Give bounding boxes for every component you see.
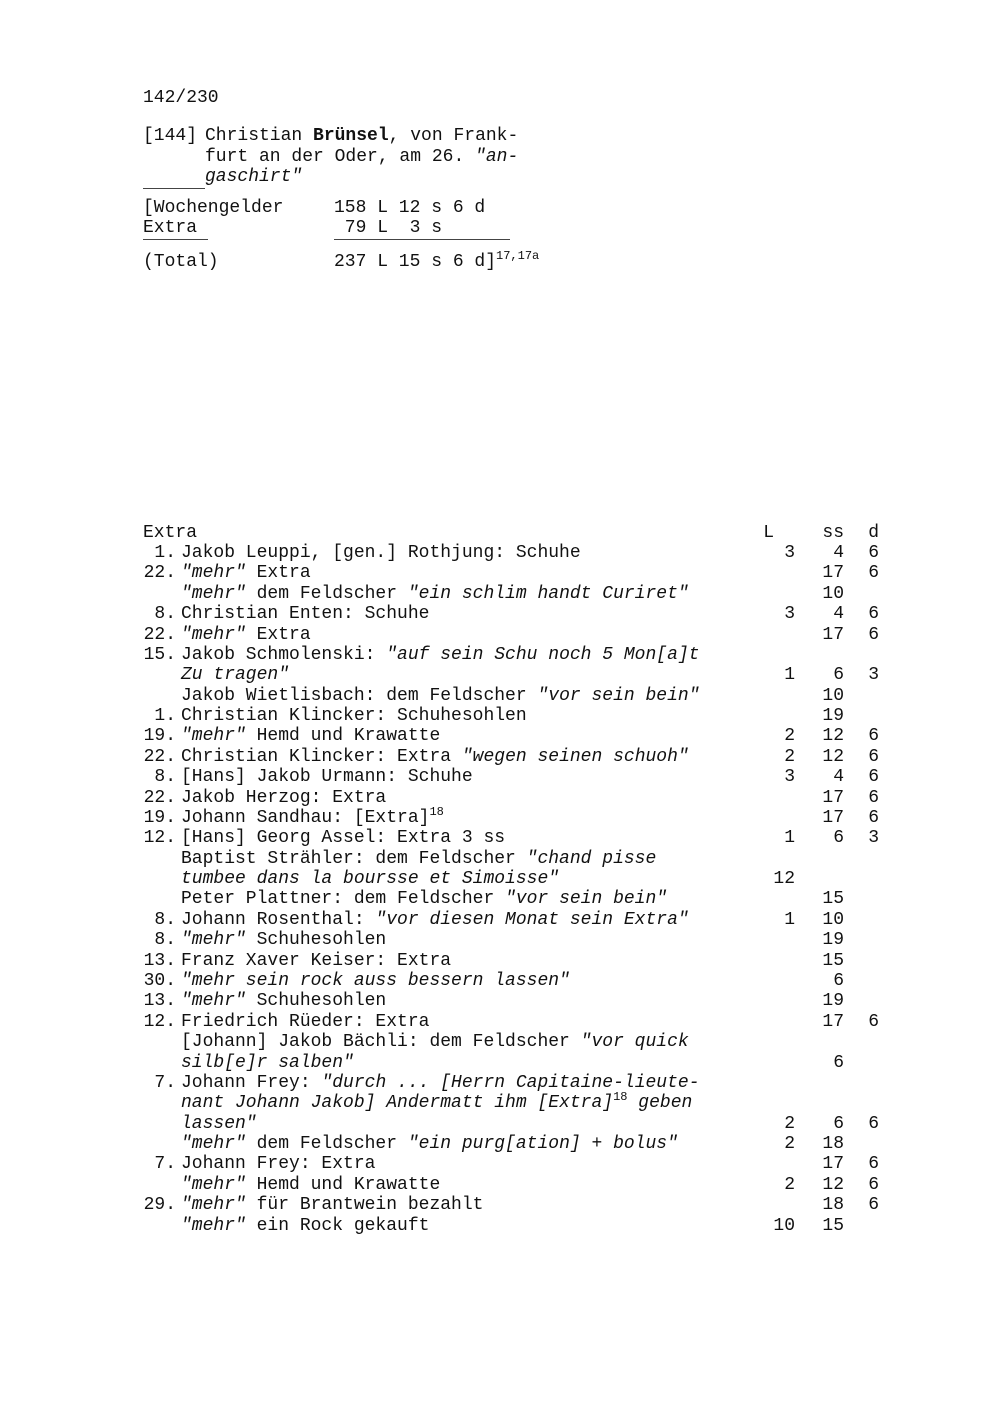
row-text-plain: [Johann] Jakob Bächli: dem Feldscher — [181, 1032, 581, 1053]
row-amount-L: 1 — [784, 909, 795, 930]
extra-value: 79 L 3 s — [334, 218, 443, 238]
row-amount-ss: 10 — [822, 583, 844, 604]
col-header-L: L — [763, 523, 774, 543]
total-amount: 237 L 15 s 6 d] — [334, 252, 497, 272]
row-amount-L: 3 — [784, 604, 795, 625]
row-description — [181, 767, 473, 787]
row-text-plain: Baptist Strähler: dem Feldscher — [181, 848, 527, 869]
table-row — [0, 971, 1000, 991]
extra-label: Extra — [143, 218, 198, 238]
col-header-d: d — [868, 523, 879, 543]
row-text-plain: Schuhesohlen — [245, 991, 387, 1012]
row-amount-L: 2 — [784, 1174, 795, 1195]
row-amount-L: 2 — [784, 746, 795, 767]
table-row — [0, 604, 1000, 624]
row-text-plain: [Hans] Jakob Urmann: Schuhe — [181, 767, 473, 788]
row-text-it: Zu tragen" — [181, 665, 290, 686]
row-description — [181, 1175, 440, 1195]
row-amount-d: 6 — [868, 1174, 879, 1195]
row-day: 7. — [154, 1072, 176, 1093]
row-day: 15. — [143, 644, 176, 665]
table-row — [0, 889, 1000, 909]
row-description — [181, 930, 386, 950]
row-text-plain: Jakob Herzog: Extra — [181, 787, 387, 808]
sum-underline — [334, 239, 510, 240]
row-text-it: "mehr" — [181, 1134, 246, 1155]
row-text-plain: Extra — [245, 563, 311, 584]
row-text-plain: Extra — [245, 624, 311, 645]
row-day: 12. — [143, 828, 176, 849]
row-text-it: "mehr" — [181, 624, 246, 645]
row-description — [181, 889, 667, 909]
row-amount-ss: 17 — [822, 1011, 844, 1032]
row-text-it: "mehr" — [181, 930, 246, 951]
row-amount-L: 3 — [784, 767, 795, 788]
wochengelder-label: [Wochengelder — [143, 198, 284, 218]
table-row — [0, 1216, 1000, 1236]
row-description — [181, 1216, 429, 1236]
row-text-it2: "durch ... [Herrn Capitaine-lieute- — [321, 1072, 700, 1093]
entry-line3-italic: gaschirt" — [205, 167, 303, 187]
row-description — [181, 971, 570, 991]
row-text-plain: Jakob Leuppi, [gen.] Rothjung: Schuhe — [181, 543, 581, 563]
row-amount-ss: 15 — [822, 889, 844, 910]
row-description — [181, 910, 689, 930]
table-row — [0, 706, 1000, 726]
table-row — [0, 1090, 1000, 1114]
table-row — [0, 1195, 1000, 1215]
table-row — [0, 788, 1000, 808]
row-description — [181, 625, 311, 645]
row-text-it: "mehr" — [181, 726, 246, 747]
row-amount-ss: 17 — [822, 624, 844, 645]
row-day: 7. — [154, 1154, 176, 1175]
row-amount-ss: 10 — [822, 909, 844, 930]
table-row — [0, 584, 1000, 604]
row-amount-d: 6 — [868, 563, 879, 584]
total-label: (Total) — [143, 252, 219, 272]
table-row — [0, 1012, 1000, 1032]
row-text-it: silb[e]r salben" — [181, 1052, 354, 1073]
row-amount-ss: 18 — [822, 1195, 844, 1216]
row-day: 19. — [143, 726, 176, 747]
row-day: 29. — [143, 1195, 176, 1216]
row-amount-d: 6 — [868, 767, 879, 788]
row-day: 22. — [143, 624, 176, 645]
row-text-it: nant Johann Jakob] Andermatt ihm [Extra] — [181, 1093, 614, 1114]
row-day: 8. — [154, 767, 176, 788]
row-text-it2: "chand pisse — [526, 848, 657, 869]
table-row — [0, 828, 1000, 848]
row-amount-L: 2 — [784, 1134, 795, 1155]
row-amount-ss: 19 — [822, 991, 844, 1012]
row-amount-ss: 12 — [822, 1174, 844, 1195]
row-description — [181, 788, 386, 808]
row-amount-ss: 6 — [833, 665, 844, 686]
table-row — [0, 1073, 1000, 1093]
row-description — [181, 543, 581, 563]
row-amount-ss: 18 — [822, 1134, 844, 1155]
total-footnote: 17,17a — [496, 249, 540, 263]
row-description — [181, 1134, 678, 1154]
row-day: 8. — [154, 930, 176, 951]
table-row — [0, 726, 1000, 746]
table-row — [0, 869, 1000, 889]
row-day: 22. — [143, 746, 176, 767]
row-amount-L: 2 — [784, 1113, 795, 1134]
entry-ref: [144] — [143, 126, 198, 146]
row-text-it3: geben — [627, 1093, 693, 1114]
table-row — [0, 747, 1000, 767]
row-description — [181, 604, 429, 624]
row-text-plain: Johann Sandhau: [Extra] — [181, 807, 430, 828]
row-text-plain: Schuhesohlen — [245, 930, 387, 951]
row-text-it2: "vor quick — [580, 1032, 689, 1053]
row-text-it2: "vor diesen Monat sein Extra" — [375, 909, 689, 930]
row-description — [181, 645, 700, 665]
row-day: 22. — [143, 787, 176, 808]
row-description — [181, 1090, 693, 1114]
row-amount-L: 10 — [773, 1215, 795, 1236]
row-text-plain: dem Feldscher — [245, 1134, 408, 1155]
row-text-it2: "auf sein Schu noch 5 Mon[a]t — [386, 644, 700, 665]
row-text-plain: Hemd und Krawatte — [245, 1174, 441, 1195]
row-amount-ss: 4 — [833, 604, 844, 625]
row-day: 13. — [143, 950, 176, 971]
row-text-it2: "vor sein bein" — [537, 685, 700, 706]
table-row — [0, 1154, 1000, 1174]
row-description — [181, 828, 505, 848]
row-amount-ss: 12 — [822, 726, 844, 747]
table-row — [0, 563, 1000, 583]
total-value — [334, 249, 540, 272]
row-day: 1. — [154, 706, 176, 727]
row-amount-ss: 6 — [833, 828, 844, 849]
row-amount-d: 6 — [868, 1113, 879, 1134]
row-amount-d: 6 — [868, 726, 879, 747]
row-text-plain: Hemd und Krawatte — [245, 726, 441, 747]
row-text-it2: "wegen seinen schuoh" — [461, 746, 689, 767]
row-text-plain: Christian Klincker: Extra — [181, 746, 462, 767]
row-amount-ss: 15 — [822, 950, 844, 971]
row-amount-ss: 12 — [822, 746, 844, 767]
row-amount-ss: 17 — [822, 787, 844, 808]
row-description — [181, 706, 527, 726]
table-row — [0, 910, 1000, 930]
row-text-it: "mehr" — [181, 1195, 246, 1216]
entry-underline — [143, 188, 205, 189]
table-row — [0, 1032, 1000, 1052]
row-amount-ss: 17 — [822, 807, 844, 828]
table-row — [0, 543, 1000, 563]
row-amount-ss: 17 — [822, 1154, 844, 1175]
row-text-plain: Johann Frey: Extra — [181, 1154, 376, 1175]
row-amount-ss: 6 — [833, 1113, 844, 1134]
row-amount-d: 6 — [868, 1154, 879, 1175]
row-amount-d: 6 — [868, 787, 879, 808]
row-text-it: "mehr" — [181, 583, 246, 604]
row-amount-ss: 6 — [833, 1052, 844, 1073]
row-text-it: "mehr" — [181, 563, 246, 584]
row-description — [181, 726, 440, 746]
extra-table-title: Extra — [143, 523, 198, 543]
extra-label-underline — [143, 239, 208, 240]
row-text-it: "mehr" — [181, 1215, 246, 1236]
entry-line1-rest: , von Frank- — [388, 126, 519, 146]
row-amount-d: 6 — [868, 746, 879, 767]
row-amount-ss: 19 — [822, 706, 844, 727]
row-text-plain: Christian Klincker: Schuhesohlen — [181, 706, 527, 727]
table-row — [0, 930, 1000, 950]
row-text-plain: für Brantwein bezahlt — [245, 1195, 484, 1216]
row-text-it: tumbee dans la boursse et Simoisse" — [181, 869, 560, 890]
row-day: 1. — [154, 543, 176, 563]
table-row — [0, 645, 1000, 665]
table-row — [0, 767, 1000, 787]
row-text-plain: Franz Xaver Keiser: Extra — [181, 950, 452, 971]
row-description — [181, 991, 386, 1011]
entry-line2-italic: "an- — [475, 147, 519, 167]
row-amount-d: 6 — [868, 543, 879, 563]
row-amount-d: 6 — [868, 1195, 879, 1216]
row-amount-ss: 10 — [822, 685, 844, 706]
row-text-it: lassen" — [181, 1113, 257, 1134]
row-amount-d: 6 — [868, 807, 879, 828]
table-row — [0, 849, 1000, 869]
row-amount-d: 6 — [868, 624, 879, 645]
row-day: 8. — [154, 604, 176, 625]
row-text-plain: [Hans] Georg Assel: Extra 3 ss — [181, 828, 506, 849]
row-description — [181, 584, 689, 604]
row-amount-ss: 15 — [822, 1215, 844, 1236]
table-row — [0, 1053, 1000, 1073]
row-description — [181, 951, 451, 971]
table-row — [0, 804, 1000, 828]
row-amount-L: 3 — [784, 543, 795, 563]
row-text-it: "mehr" — [181, 1174, 246, 1195]
table-row — [0, 1114, 1000, 1134]
entry-line-1 — [205, 126, 518, 146]
row-text-it2: "vor sein bein" — [505, 889, 668, 910]
entry-line-2 — [205, 147, 518, 167]
row-amount-d: 3 — [868, 828, 879, 849]
table-row — [0, 665, 1000, 685]
row-day: 22. — [143, 563, 176, 584]
row-description — [181, 1012, 429, 1032]
row-day: 30. — [143, 970, 176, 991]
table-row — [0, 991, 1000, 1011]
col-header-ss: ss — [822, 523, 844, 543]
row-text-plain: dem Feldscher — [245, 583, 408, 604]
row-amount-L: 2 — [784, 726, 795, 747]
entry-line-3 — [205, 167, 302, 187]
row-text-plain: Johann Frey: — [181, 1072, 322, 1093]
row-text-plain: Christian Enten: Schuhe — [181, 604, 430, 625]
row-text-sup: 18 — [429, 804, 444, 819]
row-amount-d: 6 — [868, 604, 879, 625]
row-description — [181, 686, 700, 706]
row-description — [181, 804, 444, 828]
row-text-plain: Friedrich Rüeder: Extra — [181, 1011, 430, 1032]
row-description — [181, 1114, 257, 1134]
table-row — [0, 1175, 1000, 1195]
entry-name-prefix: Christian — [205, 126, 314, 146]
row-description — [181, 1032, 689, 1052]
row-text-plain: Johann Rosenthal: — [181, 909, 376, 930]
row-description — [181, 665, 289, 685]
row-text-it: "mehr sein rock auss bessern lassen" — [181, 970, 570, 991]
row-amount-L: 1 — [784, 828, 795, 849]
row-amount-ss: 17 — [822, 563, 844, 584]
row-day: 8. — [154, 909, 176, 930]
row-amount-ss: 19 — [822, 930, 844, 951]
row-amount-L: 12 — [773, 869, 795, 890]
row-text-it2: "ein schlim handt Curiret" — [407, 583, 689, 604]
row-day: 19. — [143, 807, 176, 828]
page-number: 142/230 — [143, 88, 219, 108]
row-text-it2: "ein purg[ation] + bolus" — [407, 1134, 678, 1155]
row-text-plain: Jakob Wietlisbach: dem Feldscher — [181, 685, 538, 706]
table-row — [0, 1134, 1000, 1154]
table-row — [0, 951, 1000, 971]
row-text-plain: Peter Plattner: dem Feldscher — [181, 889, 506, 910]
row-description — [181, 563, 311, 583]
entry-name-bold: Brünsel — [313, 126, 389, 146]
row-day: 12. — [143, 1011, 176, 1032]
wochengelder-value: 158 L 12 s 6 d — [334, 198, 486, 218]
row-text-plain: ein Rock gekauft — [245, 1215, 430, 1236]
table-row — [0, 686, 1000, 706]
row-description — [181, 849, 656, 869]
row-description — [181, 1154, 375, 1174]
row-day: 13. — [143, 991, 176, 1012]
row-description — [181, 747, 689, 767]
row-text-sup: 18 — [613, 1090, 628, 1105]
row-amount-d: 6 — [868, 1011, 879, 1032]
entry-line2-plain: furt an der Oder, am 26. — [205, 147, 476, 167]
row-amount-d: 3 — [868, 665, 879, 686]
row-text-plain: Jakob Schmolenski: — [181, 644, 387, 665]
table-row — [0, 625, 1000, 645]
row-amount-L: 1 — [784, 665, 795, 686]
row-description — [181, 1053, 354, 1073]
row-description — [181, 869, 559, 889]
row-text-it: "mehr" — [181, 991, 246, 1012]
row-amount-ss: 4 — [833, 767, 844, 788]
row-description — [181, 1195, 483, 1215]
row-amount-ss: 6 — [833, 970, 844, 991]
row-amount-ss: 4 — [833, 543, 844, 563]
